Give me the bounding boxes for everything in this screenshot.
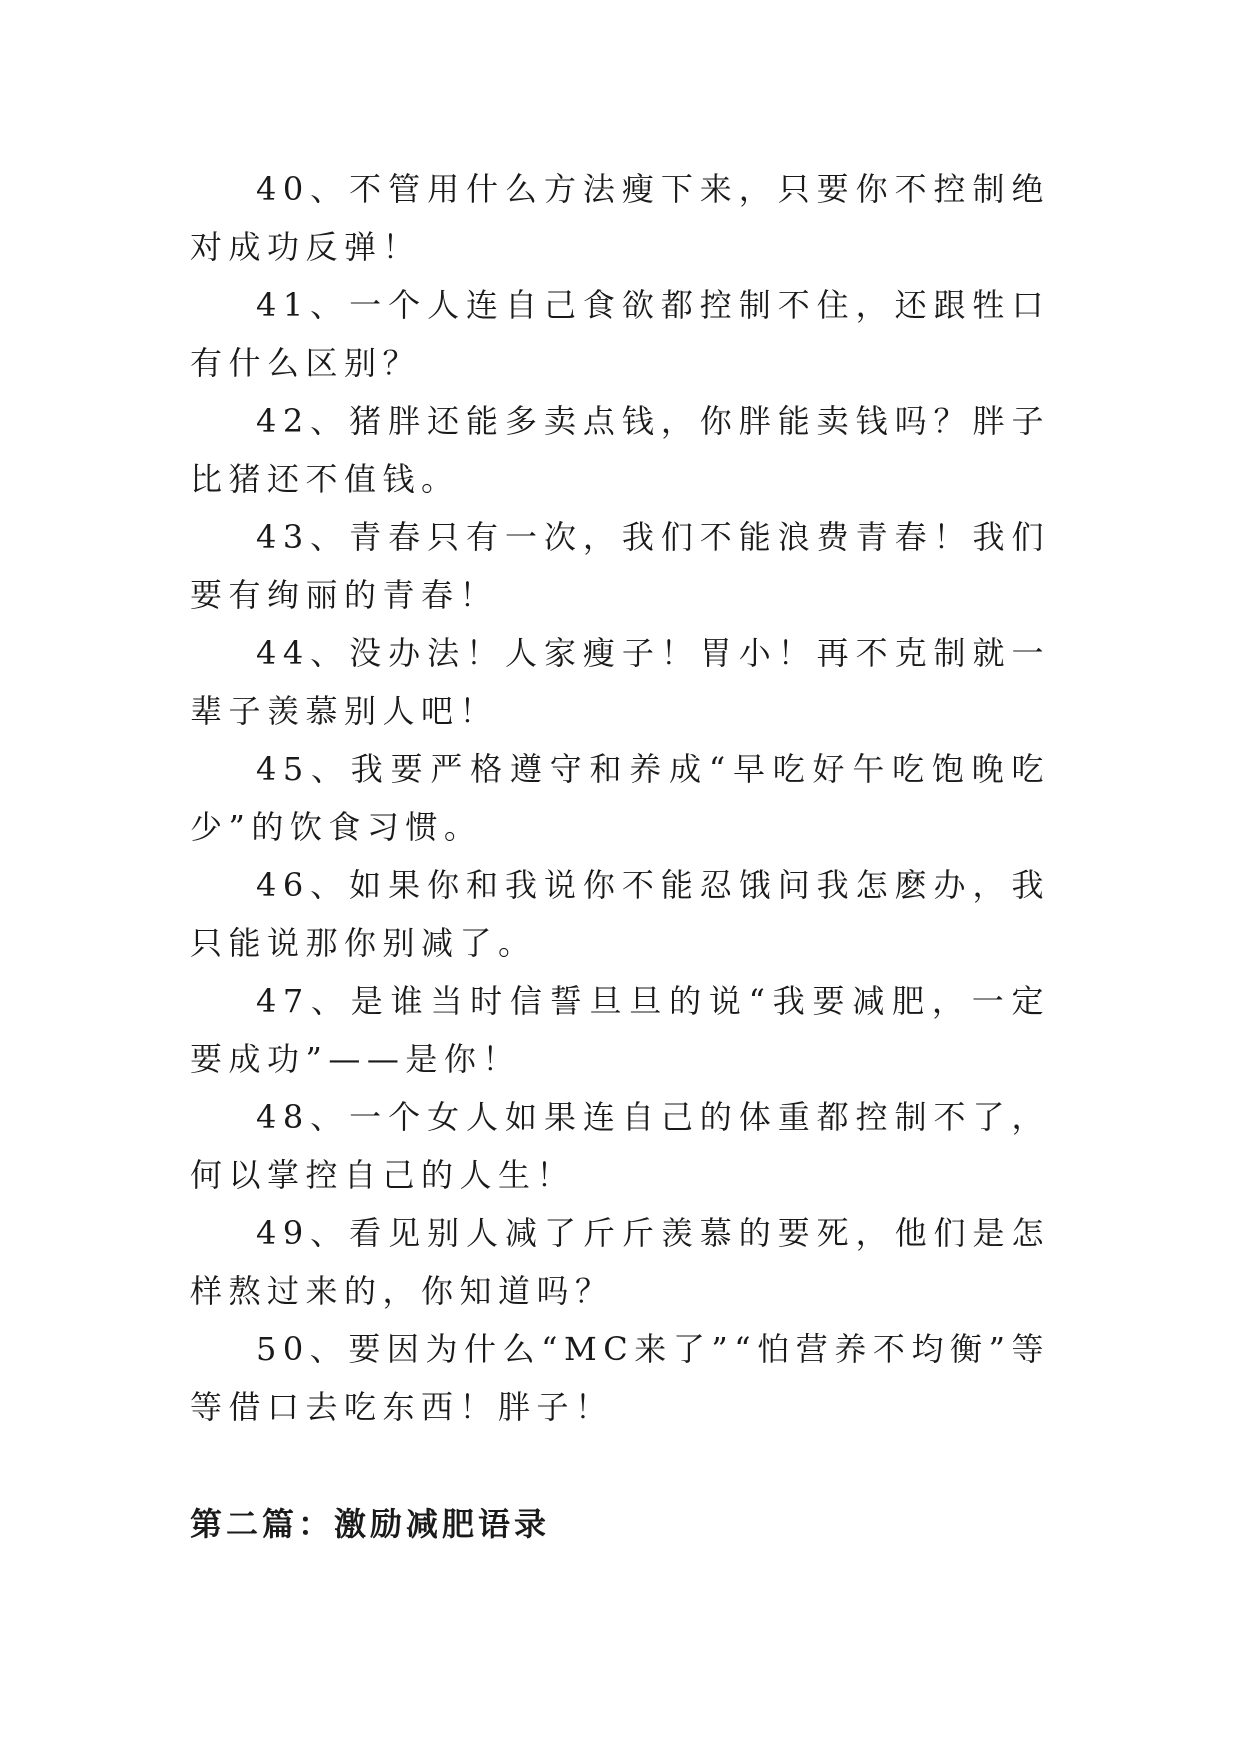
quote-item-41: 41、一个人连自己食欲都控制不住，还跟牲口有什么区别？	[190, 286, 1050, 382]
quote-item-42: 42、猪胖还能多卖点钱，你胖能卖钱吗？胖子比猪还不值钱。	[190, 402, 1050, 498]
quote-item-40: 40、不管用什么方法瘦下来，只要你不控制绝对成功反弹！	[190, 170, 1050, 266]
quote-item-48: 48、一个女人如果连自己的体重都控制不了，何以掌控自己的人生！	[190, 1098, 1050, 1194]
quote-item-45: 45、我要严格遵守和养成“早吃好午吃饱晚吃少”的饮食习惯。	[190, 750, 1050, 846]
quote-item-47: 47、是谁当时信誓旦旦的说“我要减肥，一定要成功”——是你！	[190, 982, 1050, 1078]
quote-item-50: 50、要因为什么“MC来了”“怕营养不均衡”等等借口去吃东西！胖子！	[190, 1330, 1050, 1426]
document-body	[190, 160, 1050, 1436]
section-heading: 第二篇：激励减肥语录	[190, 1505, 551, 1543]
quote-item-46: 46、如果你和我说你不能忍饿问我怎麽办，我只能说那你别减了。	[190, 866, 1050, 962]
quote-item-49: 49、看见别人减了斤斤羡慕的要死，他们是怎样熬过来的，你知道吗？	[190, 1214, 1050, 1310]
quote-item-43: 43、青春只有一次，我们不能浪费青春！我们要有绚丽的青春！	[190, 518, 1050, 614]
quote-item-44: 44、没办法！人家瘦子！胃小！再不克制就一辈子羡慕别人吧！	[190, 634, 1050, 730]
